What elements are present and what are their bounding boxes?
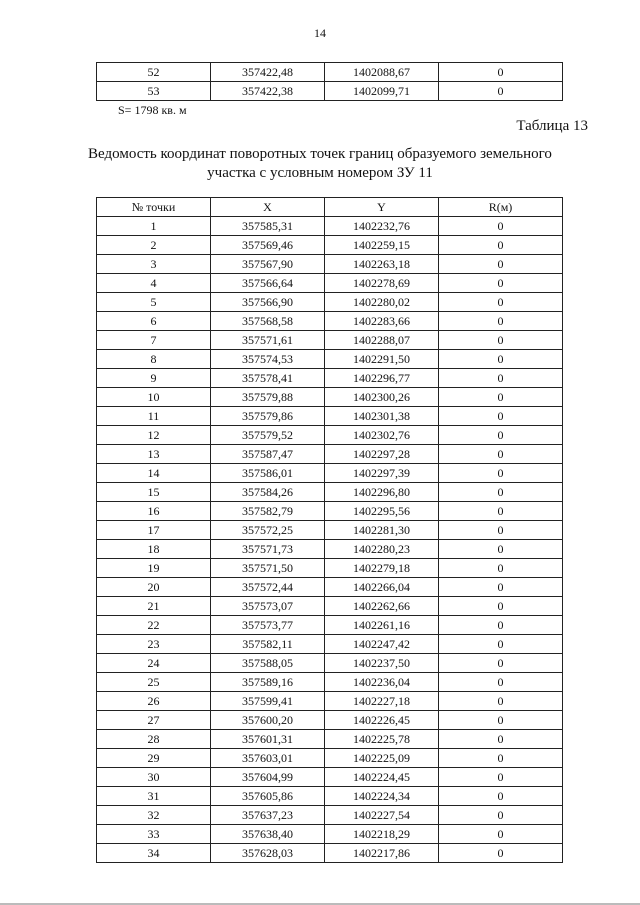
table-row (97, 350, 563, 369)
cell-radius: 0 (439, 597, 563, 616)
cell-point-number: 30 (97, 768, 211, 787)
cell-radius: 0 (439, 274, 563, 293)
cell-radius: 0 (439, 806, 563, 825)
table-row (97, 388, 563, 407)
cell-point-number: 33 (97, 825, 211, 844)
cell-radius: 0 (439, 673, 563, 692)
cell-y: 1402283,66 (325, 312, 439, 331)
cell-y: 1402218,29 (325, 825, 439, 844)
cell-y: 1402224,34 (325, 787, 439, 806)
cell-x: 357579,86 (211, 407, 325, 426)
table-row (97, 483, 563, 502)
cell-radius: 0 (439, 331, 563, 350)
cell-radius: 0 (439, 483, 563, 502)
table-row (97, 331, 563, 350)
document-title (60, 145, 580, 183)
cell-point-number: 52 (97, 63, 211, 82)
cell-point-number: 20 (97, 578, 211, 597)
cell-radius: 0 (439, 787, 563, 806)
table-row (97, 293, 563, 312)
cell-y: 1402280,02 (325, 293, 439, 312)
table-row (97, 825, 563, 844)
cell-radius: 0 (439, 388, 563, 407)
previous-coordinates-table (96, 62, 563, 101)
cell-x: 357578,41 (211, 369, 325, 388)
cell-radius: 0 (439, 369, 563, 388)
cell-radius: 0 (439, 426, 563, 445)
cell-x: 357579,52 (211, 426, 325, 445)
cell-x: 357589,16 (211, 673, 325, 692)
cell-radius: 0 (439, 692, 563, 711)
cell-y: 1402224,45 (325, 768, 439, 787)
cell-y: 1402279,18 (325, 559, 439, 578)
cell-point-number: 16 (97, 502, 211, 521)
cell-radius: 0 (439, 654, 563, 673)
cell-x: 357585,31 (211, 217, 325, 236)
cell-radius: 0 (439, 217, 563, 236)
cell-x: 357571,73 (211, 540, 325, 559)
cell-radius: 0 (439, 559, 563, 578)
table-row (97, 616, 563, 635)
table-row (97, 521, 563, 540)
cell-point-number: 28 (97, 730, 211, 749)
cell-radius: 0 (439, 464, 563, 483)
cell-y: 1402263,18 (325, 255, 439, 274)
cell-point-number: 12 (97, 426, 211, 445)
cell-x: 357604,99 (211, 768, 325, 787)
cell-y: 1402099,71 (325, 82, 439, 101)
table-row (97, 844, 563, 863)
cell-point-number: 25 (97, 673, 211, 692)
table-row (97, 369, 563, 388)
cell-point-number: 13 (97, 445, 211, 464)
cell-point-number: 15 (97, 483, 211, 502)
cell-x: 357572,25 (211, 521, 325, 540)
table-row (97, 426, 563, 445)
cell-radius: 0 (439, 844, 563, 863)
cell-point-number: 17 (97, 521, 211, 540)
table-row (97, 711, 563, 730)
cell-y: 1402217,86 (325, 844, 439, 863)
cell-point-number: 29 (97, 749, 211, 768)
cell-y: 1402247,42 (325, 635, 439, 654)
header-radius: R(м) (439, 198, 563, 217)
cell-point-number: 3 (97, 255, 211, 274)
table-row (97, 578, 563, 597)
cell-point-number: 32 (97, 806, 211, 825)
cell-x: 357573,07 (211, 597, 325, 616)
cell-y: 1402297,39 (325, 464, 439, 483)
cell-point-number: 34 (97, 844, 211, 863)
cell-y: 1402232,76 (325, 217, 439, 236)
cell-x: 357574,53 (211, 350, 325, 369)
table-header-row (97, 198, 563, 217)
cell-x: 357422,48 (211, 63, 325, 82)
cell-y: 1402088,67 (325, 63, 439, 82)
cell-radius: 0 (439, 749, 563, 768)
cell-y: 1402259,15 (325, 236, 439, 255)
cell-point-number: 31 (97, 787, 211, 806)
cell-y: 1402225,78 (325, 730, 439, 749)
cell-radius: 0 (439, 445, 563, 464)
cell-x: 357584,26 (211, 483, 325, 502)
table-row (97, 82, 563, 101)
table-row (97, 464, 563, 483)
cell-point-number: 26 (97, 692, 211, 711)
cell-point-number: 8 (97, 350, 211, 369)
table-row (97, 502, 563, 521)
cell-x: 357600,20 (211, 711, 325, 730)
cell-radius: 0 (439, 255, 563, 274)
cell-x: 357586,01 (211, 464, 325, 483)
table-row (97, 274, 563, 293)
cell-point-number: 1 (97, 217, 211, 236)
cell-point-number: 24 (97, 654, 211, 673)
cell-x: 357572,44 (211, 578, 325, 597)
cell-radius: 0 (439, 82, 563, 101)
cell-x: 357568,58 (211, 312, 325, 331)
cell-y: 1402236,04 (325, 673, 439, 692)
table-row (97, 673, 563, 692)
header-x: X (211, 198, 325, 217)
cell-point-number: 27 (97, 711, 211, 730)
cell-x: 357573,77 (211, 616, 325, 635)
table-row (97, 236, 563, 255)
cell-radius: 0 (439, 236, 563, 255)
cell-point-number: 22 (97, 616, 211, 635)
cell-x: 357567,90 (211, 255, 325, 274)
cell-y: 1402302,76 (325, 426, 439, 445)
header-point-number: № точки (97, 198, 211, 217)
cell-point-number: 18 (97, 540, 211, 559)
cell-x: 357579,88 (211, 388, 325, 407)
cell-point-number: 6 (97, 312, 211, 331)
cell-point-number: 7 (97, 331, 211, 350)
coordinates-table (96, 197, 563, 863)
cell-x: 357588,05 (211, 654, 325, 673)
cell-radius: 0 (439, 350, 563, 369)
cell-x: 357605,86 (211, 787, 325, 806)
cell-radius: 0 (439, 293, 563, 312)
cell-x: 357587,47 (211, 445, 325, 464)
cell-point-number: 23 (97, 635, 211, 654)
cell-point-number: 19 (97, 559, 211, 578)
table-row (97, 806, 563, 825)
cell-point-number: 2 (97, 236, 211, 255)
cell-point-number: 11 (97, 407, 211, 426)
table-row (97, 768, 563, 787)
title-line-1: Ведомость координат поворотных точек границ образуемого земельного (88, 146, 552, 162)
cell-y: 1402291,50 (325, 350, 439, 369)
table-row (97, 63, 563, 82)
cell-y: 1402227,54 (325, 806, 439, 825)
table-row (97, 692, 563, 711)
cell-point-number: 4 (97, 274, 211, 293)
cell-y: 1402278,69 (325, 274, 439, 293)
cell-point-number: 5 (97, 293, 211, 312)
cell-radius: 0 (439, 502, 563, 521)
cell-y: 1402296,77 (325, 369, 439, 388)
table-row (97, 749, 563, 768)
cell-x: 357638,40 (211, 825, 325, 844)
cell-x: 357628,03 (211, 844, 325, 863)
cell-x: 357582,79 (211, 502, 325, 521)
cell-radius: 0 (439, 540, 563, 559)
cell-y: 1402296,80 (325, 483, 439, 502)
cell-x: 357422,38 (211, 82, 325, 101)
cell-x: 357566,64 (211, 274, 325, 293)
table-row (97, 217, 563, 236)
table-row (97, 787, 563, 806)
table-row (97, 445, 563, 464)
cell-point-number: 9 (97, 369, 211, 388)
table-row (97, 540, 563, 559)
cell-radius: 0 (439, 711, 563, 730)
cell-y: 1402288,07 (325, 331, 439, 350)
cell-point-number: 21 (97, 597, 211, 616)
cell-y: 1402226,45 (325, 711, 439, 730)
table-row (97, 635, 563, 654)
cell-x: 357637,23 (211, 806, 325, 825)
table-row (97, 407, 563, 426)
cell-point-number: 10 (97, 388, 211, 407)
cell-radius: 0 (439, 616, 563, 635)
cell-radius: 0 (439, 730, 563, 749)
cell-x: 357566,90 (211, 293, 325, 312)
cell-x: 357571,61 (211, 331, 325, 350)
cell-radius: 0 (439, 521, 563, 540)
cell-y: 1402237,50 (325, 654, 439, 673)
cell-y: 1402300,26 (325, 388, 439, 407)
table-row (97, 312, 563, 331)
title-line-2: участка с условным номером ЗУ 11 (207, 165, 433, 181)
cell-y: 1402262,66 (325, 597, 439, 616)
table-row (97, 559, 563, 578)
cell-point-number: 53 (97, 82, 211, 101)
table-label: Таблица 13 (516, 118, 588, 134)
table-row (97, 730, 563, 749)
cell-y: 1402261,16 (325, 616, 439, 635)
cell-x: 357603,01 (211, 749, 325, 768)
table-row (97, 597, 563, 616)
table-row (97, 654, 563, 673)
cell-y: 1402297,28 (325, 445, 439, 464)
cell-radius: 0 (439, 578, 563, 597)
cell-x: 357599,41 (211, 692, 325, 711)
cell-y: 1402280,23 (325, 540, 439, 559)
cell-x: 357569,46 (211, 236, 325, 255)
cell-radius: 0 (439, 768, 563, 787)
cell-radius: 0 (439, 312, 563, 331)
cell-y: 1402227,18 (325, 692, 439, 711)
cell-radius: 0 (439, 635, 563, 654)
header-y: Y (325, 198, 439, 217)
cell-radius: 0 (439, 825, 563, 844)
cell-x: 357582,11 (211, 635, 325, 654)
area-text: S= 1798 кв. м (118, 103, 187, 117)
cell-y: 1402266,04 (325, 578, 439, 597)
cell-point-number: 14 (97, 464, 211, 483)
cell-y: 1402225,09 (325, 749, 439, 768)
cell-radius: 0 (439, 63, 563, 82)
cell-y: 1402301,38 (325, 407, 439, 426)
table-row (97, 255, 563, 274)
cell-x: 357571,50 (211, 559, 325, 578)
page-number: 14 (314, 26, 326, 40)
cell-y: 1402295,56 (325, 502, 439, 521)
cell-x: 357601,31 (211, 730, 325, 749)
cell-radius: 0 (439, 407, 563, 426)
cell-y: 1402281,30 (325, 521, 439, 540)
